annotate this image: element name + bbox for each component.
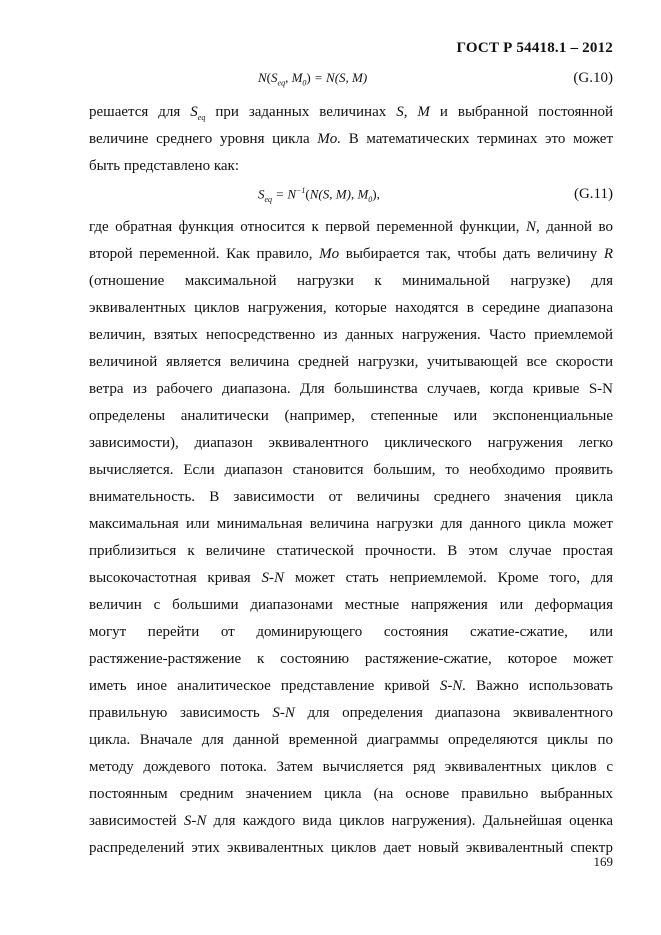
document-header: ГОСТ Р 54418.1 – 2012 <box>456 40 613 56</box>
equation-g11-formula: $S_{eq} = N^{-1}(N(S$, M), $M_0$), <box>258 186 380 204</box>
text-line-23: цикла. Вначале для данной временной диаграммы определяются циклы по <box>89 732 613 748</box>
page-number: 169 <box>593 854 613 869</box>
equation-g10-formula: $N(S_{eq}$, $M_0) = N(S$, M) <box>258 70 368 88</box>
text-line-14: внимательность. В зависимости от величины среднего значения цикла <box>89 489 613 505</box>
text-line-4: где обратная функция относится к первой переменной функции, N, данной во <box>89 219 614 235</box>
text-line-20: растяжение-растяжение к состоянию растяжение-сжатие, которое может <box>89 651 613 667</box>
text-line-5: второй переменной. Как правило, Mo выбирается так, чтобы дать величину R <box>89 246 613 262</box>
text-line-12: зависимости), диапазон эквивалентного циклического нагружения легко <box>89 435 613 451</box>
equation-g10-number: (G.10) <box>573 70 613 86</box>
text-line-15: максимальная или минимальная величина нагрузки для данного цикла может <box>89 516 613 532</box>
text-line-3: быть представлено как: <box>89 158 240 174</box>
text-line-19: могут перейти от доминирующего состояния сжатие-сжатие, или <box>89 624 613 640</box>
text-line-25: постоянным средним значением цикла (на основе правильно выбранных <box>89 786 613 802</box>
text-line-22: правильную зависимость S-N для определения диапазона эквивалентного <box>89 705 614 721</box>
equation-g10 <box>0 70 661 92</box>
text-line-16: приблизиться к величине статической прочности. В этом случае простая <box>89 543 613 559</box>
text-line-17: высокочастотная кривая S-N может стать неприемлемой. Кроме того, для <box>89 570 613 586</box>
text-line-18: величин с большими диапазонами местные напряжения или деформация <box>89 597 613 613</box>
text-line-24: методу дождевого потока. Затем вычисляется ряд эквивалентных циклов с <box>89 759 613 775</box>
text-line-1: решается для $S_{eq}$ при заданных величинах S, M и выбранной постоянной <box>89 104 613 122</box>
text-line-13: вычисляется. Если диапазон становится большим, то необходимо проявить <box>89 462 613 478</box>
equation-g11-number: (G.11) <box>573 186 613 202</box>
text-line-2: величине среднего уровня цикла Mo. В математических терминах это может <box>89 131 614 147</box>
text-line-26: зависимостей S-N для каждого вида циклов нагружения). Дальнейшая оценка <box>89 813 614 829</box>
text-line-7: эквивалентных циклов нагружения, которые находятся в середине диапазона <box>89 300 613 316</box>
text-line-27: распределений этих эквивалентных циклов дает новый эквивалентный спектр <box>89 840 613 856</box>
text-line-21: иметь иное аналитическое представление кривой S-N. Важно использовать <box>89 678 614 694</box>
text-line-8: величин, взятых непосредственно из данных нагружения. Часто приемлемой <box>89 327 613 343</box>
text-line-6: (отношение максимальной нагрузки к минимальной нагрузке) для <box>89 273 613 289</box>
text-line-9: величиной является величина средней нагрузки, учитывающей все скорости <box>89 354 613 370</box>
text-line-11: определены аналитически (например, степенные или экспоненциальные <box>89 408 613 424</box>
text-line-10: ветра из рабочего диапазона. Для большинства случаев, когда кривые S-N <box>89 381 613 397</box>
equation-g11 <box>0 186 661 208</box>
